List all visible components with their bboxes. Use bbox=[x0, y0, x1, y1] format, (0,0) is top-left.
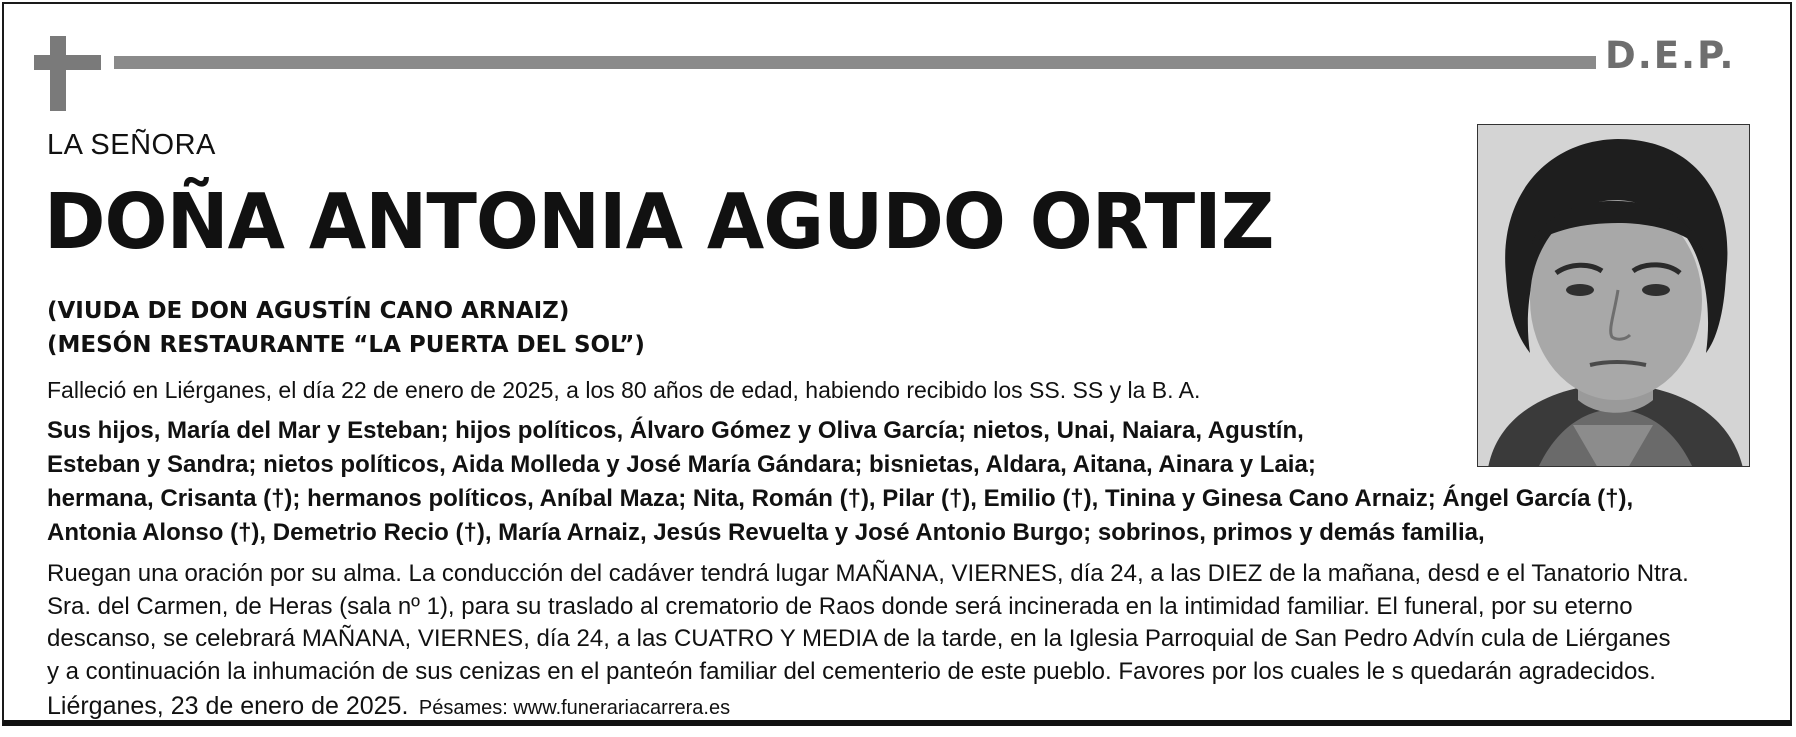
header-rule bbox=[114, 56, 1596, 69]
family-line: hermana, Crisanta (†); hermanos políticos, Aníbal Maza; Nita, Román (†), Pilar (†), Emilio (†), Tinina y Ginesa Cano Arnaiz; Ángel García (†), bbox=[47, 485, 1634, 512]
deceased-name: DOÑA ANTONIA AGUDO ORTIZ bbox=[44, 178, 1274, 267]
ceremony-details bbox=[47, 558, 1747, 688]
family-line: Antonia Alonso (†), Demetrio Recio (†), María Arnaiz, Jesús Revuelta y José Antonio Burgo; sobrinos, primos y demás familia, bbox=[47, 519, 1485, 546]
ceremony-line: y a continuación la inhumación de sus cenizas en el panteón familiar del cementerio de este pueblo. Favores por los cuales le s quedarán agradecidos. bbox=[47, 657, 1656, 685]
footer bbox=[47, 692, 730, 721]
family-line: Sus hijos, María del Mar y Esteban; hijos políticos, Álvaro Gómez y Oliva García; nietos, Unai, Naiara, Agustín, bbox=[47, 417, 1304, 444]
family-line: Esteban y Sandra; nietos políticos, Aida Molleda y José María Gándara; bisnietas, Aldara, Aitana, Ainara y Laia; bbox=[47, 451, 1316, 478]
cross-icon bbox=[50, 36, 66, 111]
ceremony-line: Ruegan una oración por su alma. La conducción del cadáver tendrá lugar MAÑANA, VIERNES, día 24, a las DIEZ de la mañana, desd e el Tanatorio Ntra. bbox=[47, 560, 1689, 587]
death-notice: Falleció en Liérganes, el día 22 de enero de 2025, a los 80 años de edad, habiendo recibido los SS. SS y la B. A. bbox=[47, 377, 1201, 403]
ceremony-line: descanso, se celebrará MAÑANA, VIERNES, día 24, a las CUATRO Y MEDIA de la tarde, en la Iglesia Parroquial de San Pedro Advín cula de Liérganes bbox=[47, 625, 1671, 652]
dep-label: D.E.P. bbox=[1605, 34, 1736, 77]
subtitle-widow: (VIUDA DE DON AGUSTÍN CANO ARNAIZ) bbox=[47, 298, 570, 324]
subtitle-restaurant: (MESÓN RESTAURANTE “LA PUERTA DEL SOL”) bbox=[47, 332, 645, 358]
ceremony-line: Sra. del Carmen, de Heras (sala nº 1), para su traslado al crematorio de Raos donde será incinerada en la intimidad familiar. El funeral, por su eterno bbox=[47, 592, 1633, 620]
family-list bbox=[47, 414, 1707, 550]
cross-icon-bar bbox=[34, 55, 101, 70]
condolences-link[interactable]: Pésames: www.funerariacarrera.es bbox=[418, 697, 731, 719]
honorific: LA SEÑORA bbox=[47, 129, 216, 161]
place-date: Liérganes, 23 de enero de 2025. bbox=[47, 692, 409, 720]
